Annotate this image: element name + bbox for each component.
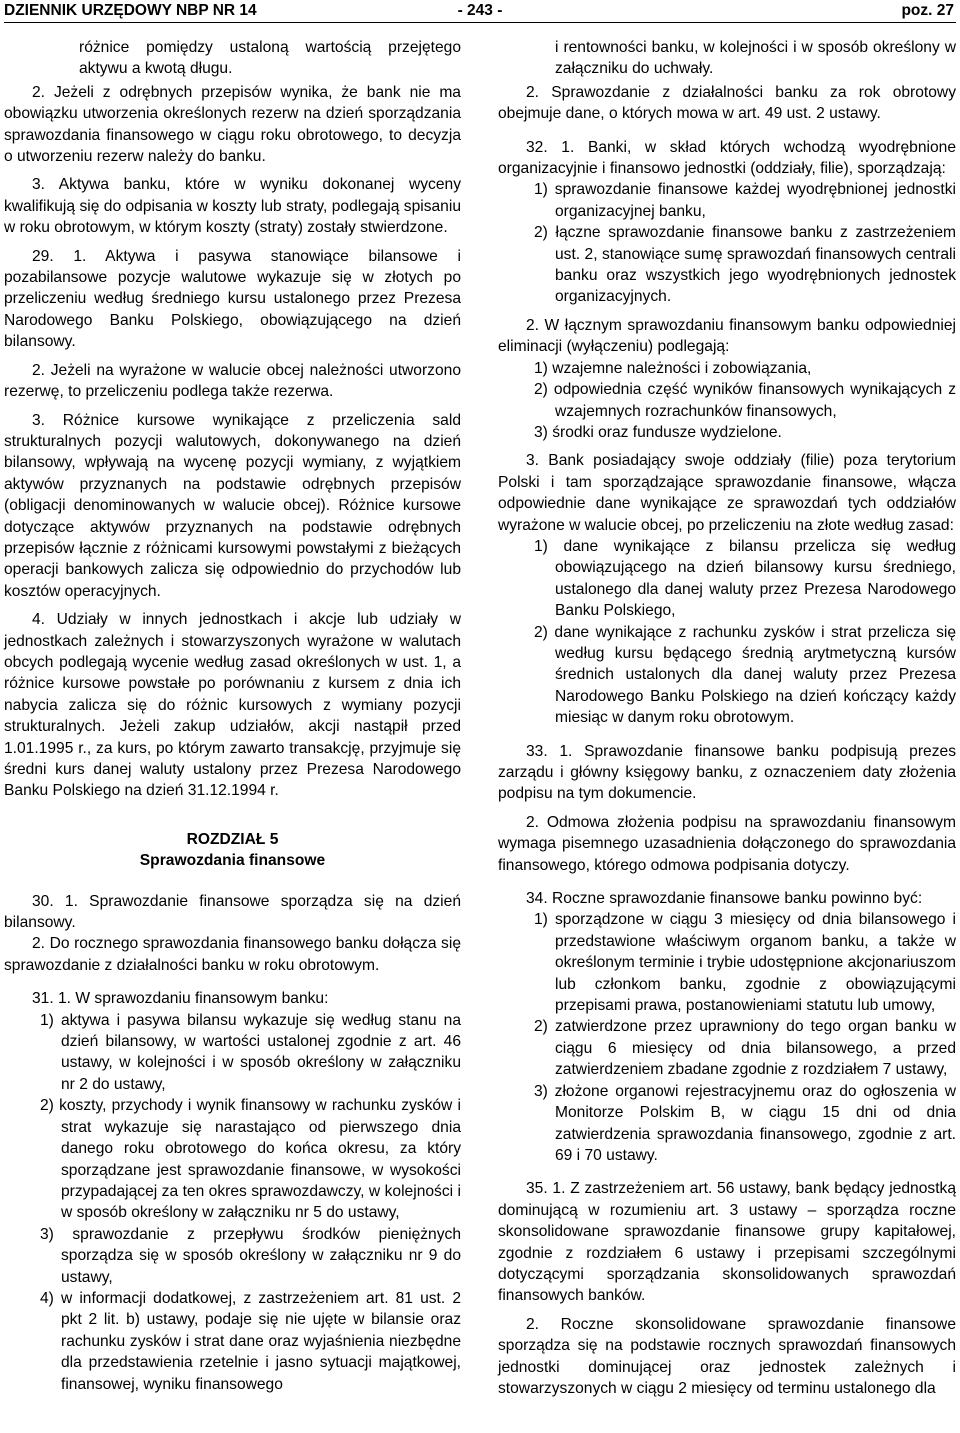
list-item: 2) łączne sprawozdanie finansowe banku z zastrzeżeniem ust. 2, stanowiące sumę sprawozdań finansowych centrali banku oraz wszystkich jego wyodrębnionych jednostek organizacyjnych. <box>534 224 956 306</box>
paragraph: 30. 1. Sprawozdanie finansowe sporządza się na dzień bilansowy. <box>4 892 461 932</box>
paragraph: 2. Jeżeli na wyrażone w walucie obcej należności utworzono rezerwę, to przeliczeniu podlega także rezerwa. <box>4 361 461 401</box>
left-column <box>4 37 461 1395</box>
list-item: 1) aktywa i pasywa bilansu wykazuje się według stanu na dzień bilansowy, w wartości ustalonej zgodnie z art. 46 ustawy, w kolejności i w sposób określony w załączniku nr 2 do ustawy, <box>40 1011 461 1093</box>
paragraph: 33. 1. Sprawozdanie finansowe banku podpisują prezes zarządu i główny księgowy banku, z oznaczeniem daty złożenia podpisu na tym dokumencie. <box>498 742 956 803</box>
position-number: poz. 27 <box>901 2 954 19</box>
list-item: 2) zatwierdzone przez uprawniony do tego organ banku w ciągu 6 miesięcy od dnia bilansowego, a przed zatwierdzeniem zbadane zgodnie z rozdziałem 7 ustawy, <box>534 1018 956 1079</box>
list-item: 1) sprawozdanie finansowe każdej wyodrębnionej jednostki organizacyjnej banku, <box>534 181 956 220</box>
list-item: 2) dane wynikające z rachunku zysków i strat przelicza się według kursu będącego średnią arytmetyczną kursów średnich ustalonych dla danej waluty przez Prezesa Narodowego Banku Polskiego na dzień kończący każdy miesiąc w danym roku obrotowym. <box>534 623 956 727</box>
list-item: 4) w informacji dodatkowej, z zastrzeżeniem art. 81 ust. 2 pkt 2 lit. b) ustawy, podaje się nie ujęte w bilansie oraz rachunku zysków i strat dane oraz wyjaśnienia niezbędne dla przedstawienia rzetelnie i jasno sytuacji majątkowej, finansowej, wyniku finansowego <box>40 1289 461 1393</box>
paragraph: 2. Do rocznego sprawozdania finansowego banku dołącza się sprawozdanie z działalności banku w roku obrotowym. <box>4 935 461 974</box>
paragraph: 3. Aktywa banku, które w wyniku dokonanej wyceny kwalifikują się do odpisania w koszty lub straty, podlegają spisaniu w roku obrotowym, w którym koszty (straty) zostały stwierdzone. <box>4 176 461 237</box>
list-item: 1) wzajemne należności i zobowiązania, <box>534 359 812 377</box>
chapter-title: Sprawozdania finansowe <box>139 852 326 870</box>
list-item: 1) sporządzone w ciągu 3 miesięcy od dnia bilansowego i przedstawione właściwym organom banku, a także w określonym terminie i trybie udostępnione akcjonariuszom lub członkom banku, zgodnie z obowiązującymi przepisami prawa, postanowieniami statutu lub umowy, <box>534 911 956 1015</box>
paragraph: 35. 1. Z zastrzeżeniem art. 56 ustawy, bank będący jednostką dominującą w rozumieniu art. 3 ustawy – sporządza roczne skonsolidowane sprawozdanie finansowe grupy kapitałowej, zgodnie z rozdziałem 6 ustawy i przepisami szczególnymi dotyczącymi sporządzania skonsolidowanych sprawozdań finansowych banków. <box>498 1180 956 1305</box>
paragraph: 29. 1. Aktywa i pasywa stanowiące bilansowe i pozabilansowe pozycje walutowe wykazuje się w złotych po przeliczeniu według średniego kursu ustalonego przez Prezesa Narodowego Banku Polskiego, obowiązującego na dzień bilansowy. <box>4 247 461 351</box>
page-header <box>4 2 956 23</box>
list-item: 2) koszty, przychody i wynik finansowy w rachunku zysków i strat wykazuje się narastająco od pierwszego dnia danego roku obrotowego do końca okresu, za który sporządzane jest sprawozdanie finansowe, w wysokości przypadającej za ten okres sprawozdawczy, w kolejności i w sposób określony w załączniku nr 5 do ustawy, <box>40 1097 461 1222</box>
paragraph: 32. 1. Banki, w skład których wchodzą wyodrębnione organizacyjnie i finansowo jednostki (oddziały, filie), sporządzają: <box>498 138 956 178</box>
list-item: 3) złożone organowi rejestracyjnemu oraz do ogłoszenia w Monitorze Polskim B, w ciągu 15 dni od dnia zatwierdzenia sprawozdania finansowego, zgodnie z art. 69 i 70 ustawy. <box>534 1082 956 1164</box>
paragraph: i rentowności banku, w kolejności i w sposób określony w załączniku do uchwały. <box>555 39 956 78</box>
paragraph: różnice pomiędzy ustaloną wartością przejętego aktywu a kwotą długu. <box>79 39 461 78</box>
chapter-number: ROZDZIAŁ 5 <box>186 830 279 848</box>
list-item: 2) odpowiednia część wyników finansowych wynikających z wzajemnych rozrachunków finansowych, <box>534 381 956 420</box>
right-column <box>498 37 956 1399</box>
paragraph: 2. Odmowa złożenia podpisu na sprawozdaniu finansowym wymaga pisemnego uzasadnienia dołączonego do sprawozdania finansowego, którego odmowa podpisania dotyczy. <box>498 813 956 874</box>
paragraph: 2. Jeżeli z odrębnych przepisów wynika, że bank nie ma obowiązku utworzenia określonych rezerw na dzień sporządzania sprawozdania finansowego w ciągu roku obrotowego, to decyzja o utworzeniu rezerw należy do banku. <box>4 83 461 166</box>
paragraph: 4. Udziały w innych jednostkach i akcje lub udziały w jednostkach zależnych i stowarzyszonych wyrażone w walutach obcych podlegają wycenie według zasad określonych w ust. 1, a różnice kursowe powstałe po porównaniu z kursem z dnia ich nabycia zalicza się do różnic kursowych z wymiany pozycji strukturalnych. Jeżeli zakup udziałów, akcji nastąpił przed 1.01.1995 r., za kurs, po którym zawarto transakcję, przyjmuje się średni kurs danej waluty ustalony przez Prezesa Narodowego Banku Polskiego na dzień 31.12.1994 r. <box>4 611 461 800</box>
page-number: - 243 - <box>457 2 503 19</box>
journal-title: DZIENNIK URZĘDOWY NBP NR 14 <box>4 2 257 19</box>
paragraph: 2. W łącznym sprawozdaniu finansowym banku odpowiedniej eliminacji (wyłączeniu) podlegają: <box>498 316 956 356</box>
paragraph: 34. Roczne sprawozdanie finansowe banku powinno być: <box>526 890 923 908</box>
paragraph: 2. Sprawozdanie z działalności banku za rok obrotowy obejmuje dane, o których mowa w art. 49 ust. 2 ustawy. <box>498 83 956 123</box>
paragraph: 3. Bank posiadający swoje oddziały (filie) poza terytorium Polski i tam sporządzające sprawozdanie finansowe, włącza odpowiednie dane wynikające ze sprawozdań tych oddziałów wyrażone w walucie obcej, po przeliczeniu na złote według zasad: <box>498 452 956 534</box>
paragraph: 31. 1. W sprawozdaniu finansowym banku: <box>32 990 329 1008</box>
list-item: 3) środki oraz fundusze wydzielone. <box>534 423 782 441</box>
list-item: 1) dane wynikające z bilansu przelicza się według obowiązującego na dzień bilansowy kursu średniego, ustalonego dla danej waluty przez Prezesa Narodowego Banku Polskiego, <box>534 537 956 620</box>
paragraph: 2. Roczne skonsolidowane sprawozdanie finansowe sporządza się na podstawie rocznych sprawozdań finansowych jednostki dominującej oraz jednostek zależnych i stowarzyszonych w ciągu 2 miesięcy od terminu ustalonego dla <box>498 1315 956 1397</box>
list-item: 3) sprawozdanie z przepływu środków pieniężnych sporządza się w sposób określony w załączniku nr 9 do ustawy, <box>40 1225 461 1286</box>
paragraph: 3. Różnice kursowe wynikające z przeliczenia sald strukturalnych pozycji walutowych, dokonywanego na dzień bilansowy, wpływają na wycenę pozycji wymiany, z wyjątkiem aktywów przyznanych na podstawie odrębnych przepisów (obligacji denominowanych w walucie obcej). Różnice kursowe dotyczące aktywów przyznanych na podstawie odrębnych przepisów łącznie z różnicami kursowymi powstałymi z bieżących operacji bankowych zalicza się odpowiednio do przychodów lub kosztów operacyjnych. <box>4 411 461 600</box>
